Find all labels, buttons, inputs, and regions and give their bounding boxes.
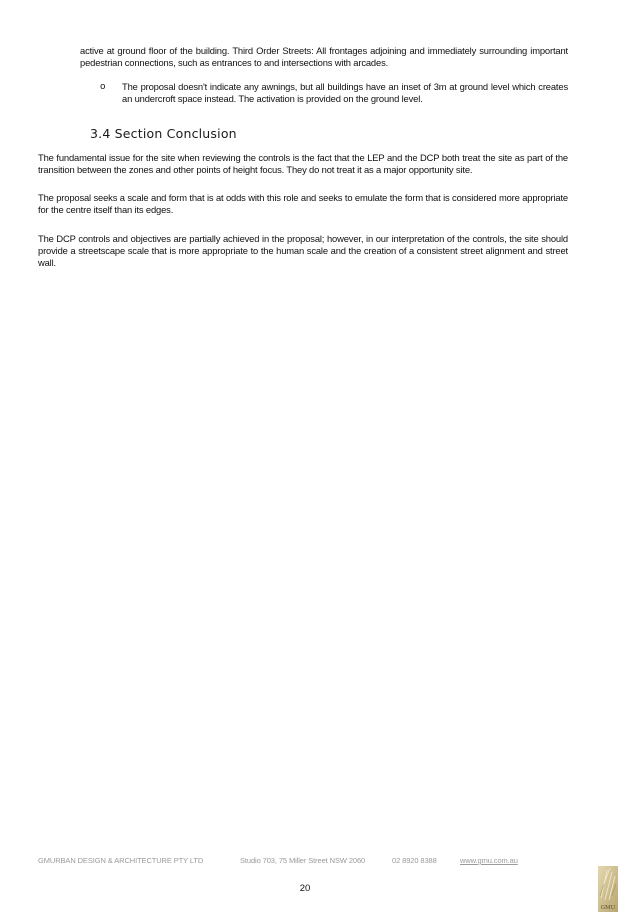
footer-company: GMURBAN DESIGN & ARCHITECTURE PTY LTD bbox=[38, 856, 204, 865]
paragraph-3: The DCP controls and objectives are partially achieved in the proposal; however, in our interpretation of the controls, the site should provide a streetscape scale that is more appropriate to the human scale and the creation of a consistent street alignment and street wall. bbox=[38, 233, 568, 268]
svg-text:GMU: GMU bbox=[600, 905, 616, 911]
bullet-text: The proposal doesn't indicate any awnings, but all buildings have an inset of 3m at ground level which creates an undercroft space instead. The activation is provided on the ground level. bbox=[122, 81, 568, 104]
continued-paragraph: active at ground floor of the building. Third Order Streets: All frontages adjoining and immediately surrounding important pedestrian connections, such as entrances to and intersections with arcades. bbox=[80, 45, 568, 68]
section-heading: 3.4 Section Conclusion bbox=[90, 126, 237, 141]
footer-phone: 02 8920 8388 bbox=[392, 856, 437, 865]
bullet-marker: o bbox=[100, 82, 106, 92]
page-number: 20 bbox=[299, 883, 311, 894]
paragraph-1: The fundamental issue for the site when reviewing the controls is the fact that the LEP and the DCP both treat the site as part of the transition between the zones and other points of height focus. They do not treat it as a major opportunity site. bbox=[38, 152, 568, 175]
footer-address: Studio 703, 75 Miller Street NSW 2060 bbox=[240, 856, 366, 865]
paragraph-2: The proposal seeks a scale and form that is at odds with this role and seeks to emulate the form that is considered more appropriate for the centre itself than its edges. bbox=[38, 192, 568, 215]
gmu-logo bbox=[598, 866, 618, 912]
footer-website-link[interactable]: www.gmu.com.au bbox=[460, 856, 518, 865]
